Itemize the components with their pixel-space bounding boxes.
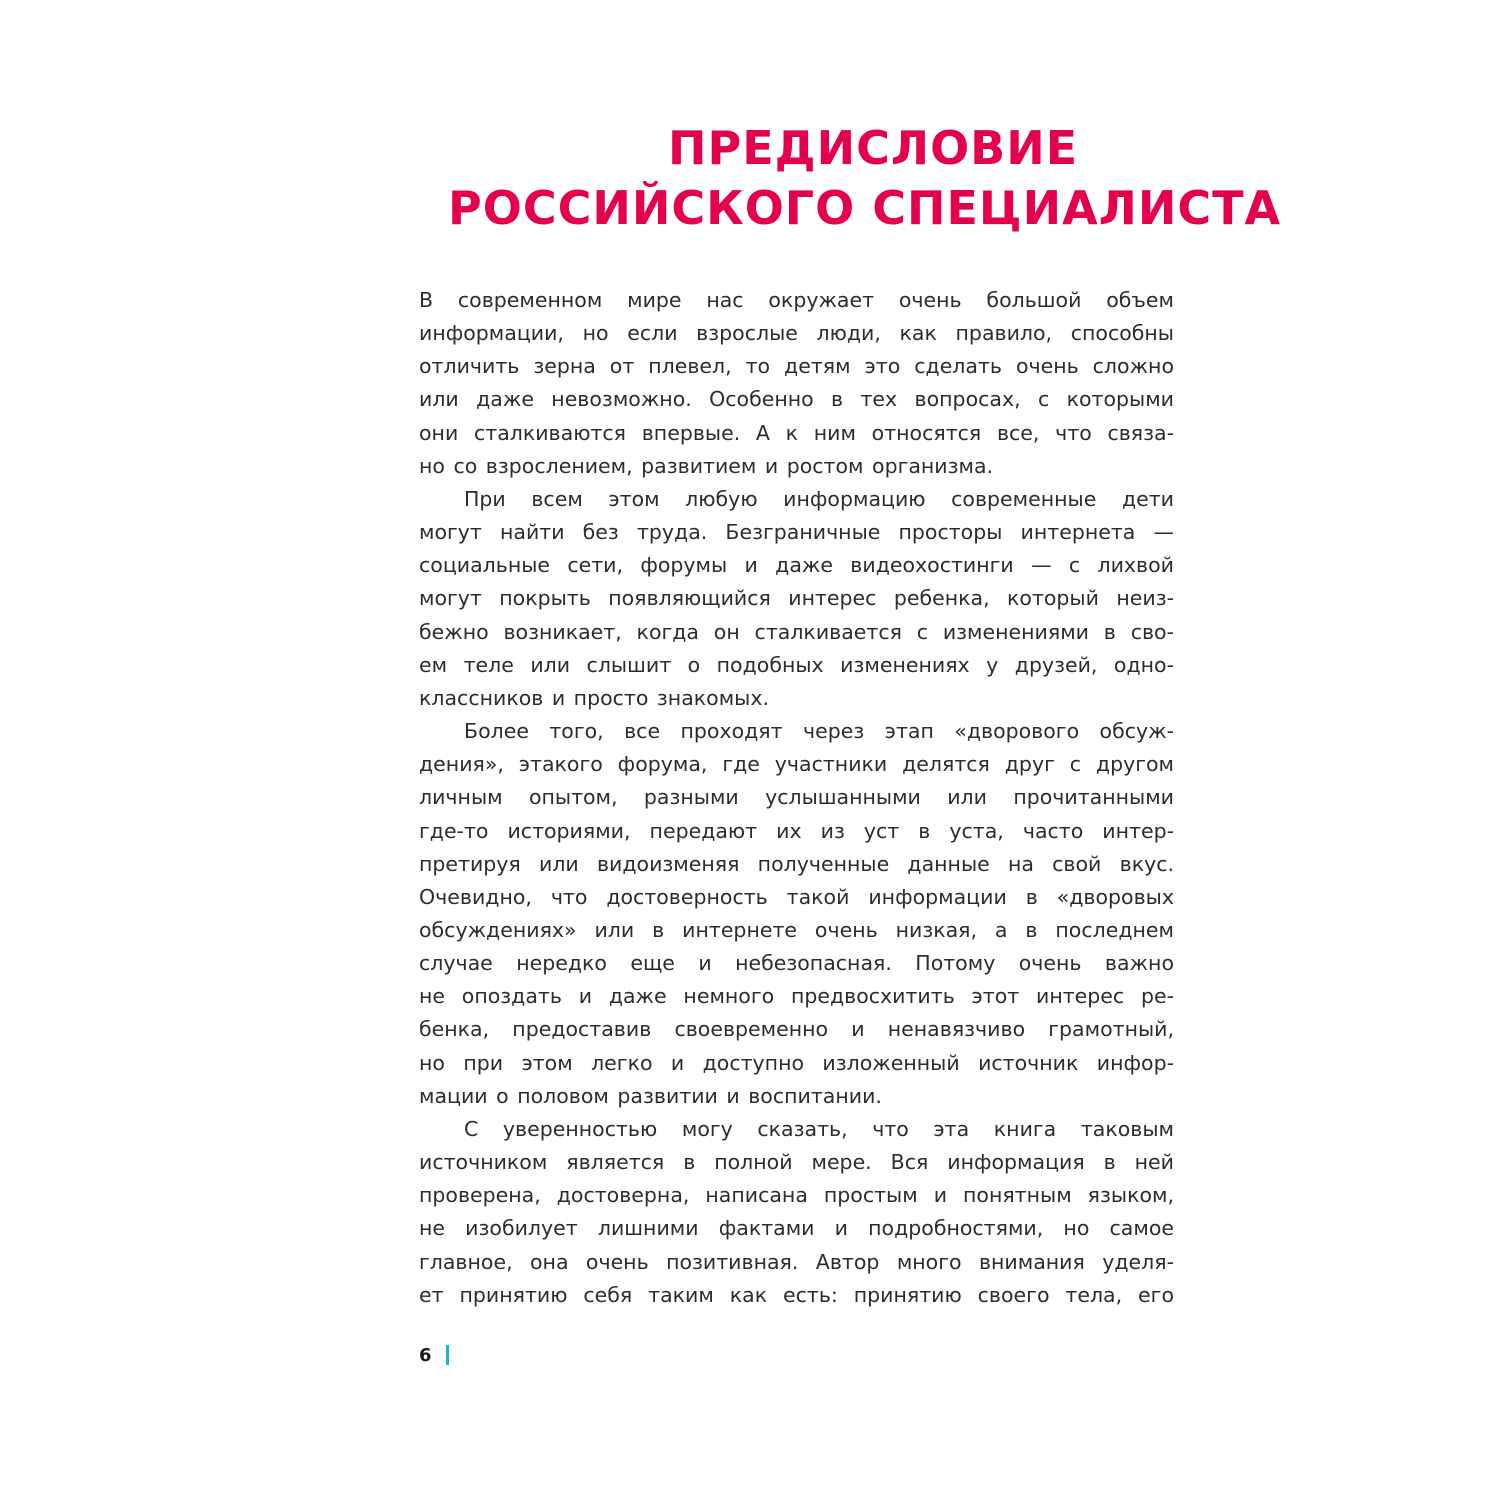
page-title: [420, 118, 1282, 238]
text-line: они сталкиваются впервые. А к ним относятся все, что связа-: [419, 420, 1174, 445]
text-line: ем теле или слышит о подобных изменениях у друзей, одно-: [419, 652, 1174, 677]
text-line: где-то историями, передают их из уст в уста, часто интер-: [419, 818, 1174, 843]
text-line: не изобилует лишними фактами и подробностями, но самое: [419, 1216, 1174, 1241]
title-line-2: РОССИЙСКОГО СПЕЦИАЛИСТА: [448, 181, 1282, 235]
text-line: источником является в полной мере. Вся информация в ней: [419, 1150, 1174, 1175]
text-line: проверена, достоверна, написана простым и понятным языком,: [419, 1183, 1174, 1208]
page-footer: [419, 1340, 449, 1370]
text-line: главное, она очень позитивная. Автор много внимания уделя-: [419, 1249, 1174, 1274]
accent-bar: [446, 1345, 449, 1365]
text-line: С уверенностью могу сказать, что эта книга таковым: [464, 1116, 1174, 1141]
text-line: или даже невозможно. Особенно в тех вопросах, с которыми: [419, 387, 1174, 412]
text-line: классников и просто знакомых.: [419, 685, 769, 710]
text-line: социальные сети, форумы и даже видеохостинги — с лихвой: [419, 553, 1174, 578]
text-line: могут покрыть появляющийся интерес ребенка, который неиз-: [419, 586, 1174, 611]
text-line: случае нередко еще и небезопасная. Потому очень важно: [419, 951, 1174, 976]
text-line: мации о половом развитии и воспитании.: [419, 1083, 882, 1108]
page-number: 6: [419, 1344, 432, 1366]
text-line: бежно возникает, когда он сталкивается с изменениями в сво-: [419, 619, 1174, 644]
text-line: но при этом легко и доступно изложенный источник инфор-: [419, 1050, 1174, 1075]
body-text: [419, 284, 1174, 1312]
text-line: претируя или видоизменяя полученные данные на свой вкус.: [419, 851, 1174, 876]
text-line: обсуждениях» или в интернете очень низкая, а в последнем: [419, 917, 1174, 942]
text-line: бенка, предоставив своевременно и ненавязчиво грамотный,: [419, 1017, 1174, 1042]
text-line: отличить зерна от плевел, то детям это сделать очень сложно: [419, 354, 1174, 379]
text-line: Очевидно, что достоверность такой информации в «дворовых: [419, 884, 1174, 909]
text-line: дения», этакого форума, где участники делятся друг с другом: [419, 752, 1174, 777]
text-line: ет принятию себя таким как есть: принятию своего тела, его: [419, 1282, 1174, 1307]
text-line: но со взрослением, развитием и ростом организма.: [419, 453, 994, 478]
title-line-1: ПРЕДИСЛОВИЕ: [668, 121, 1079, 175]
text-line: При всем этом любую информацию современные дети: [464, 486, 1174, 511]
text-line: личным опытом, разными услышанными или прочитанными: [419, 785, 1174, 810]
text-line: не опоздать и даже немного предвосхитить этот интерес ре-: [419, 984, 1174, 1009]
text-line: информации, но если взрослые люди, как правило, способны: [419, 321, 1174, 346]
text-line: Более того, все проходят через этап «дворового обсуж-: [464, 719, 1174, 744]
text-line: могут найти без труда. Безграничные просторы интернета —: [419, 520, 1174, 545]
text-line: В современном мире нас окружает очень большой объем: [419, 288, 1174, 312]
